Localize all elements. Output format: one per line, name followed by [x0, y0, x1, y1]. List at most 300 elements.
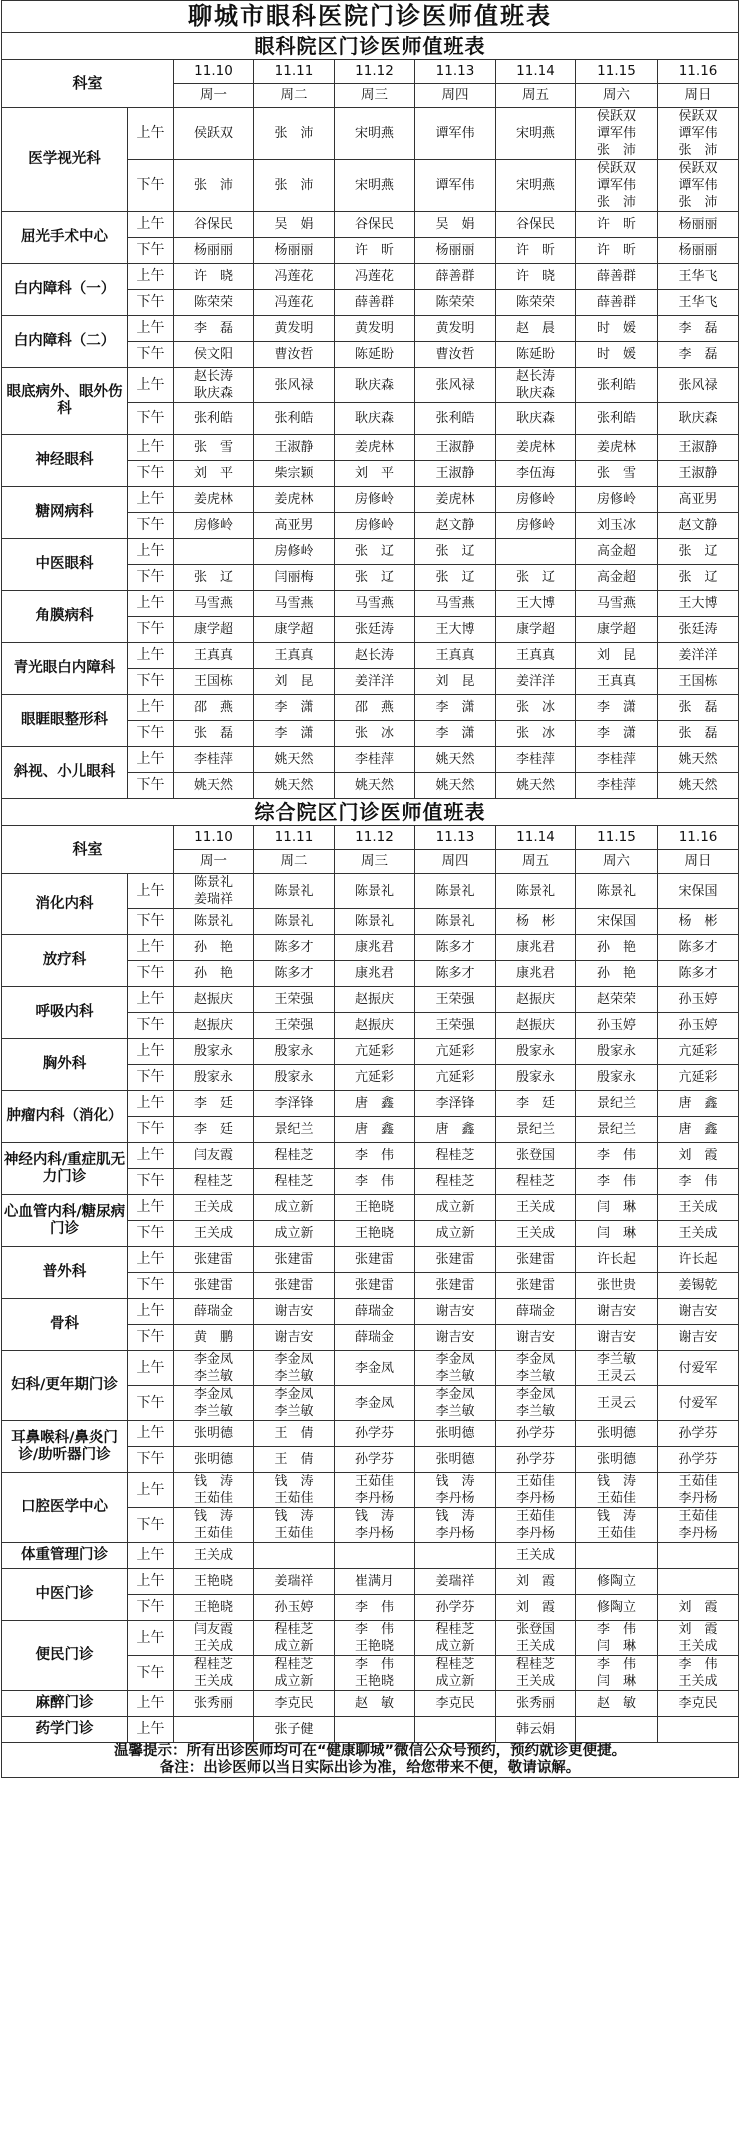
- date-header: 11.14: [496, 60, 576, 84]
- doctor-name: 姚天然: [515, 778, 555, 793]
- doctor-cell: [254, 1273, 335, 1299]
- table-row: [2, 1039, 739, 1065]
- session-label: 上午: [128, 487, 174, 513]
- doctor-cell: [335, 513, 415, 539]
- doctor-cell: [415, 368, 496, 403]
- doctor-name: 耿庆森: [515, 386, 555, 401]
- session-label: 下午: [128, 403, 174, 435]
- doctor-cell: [174, 874, 254, 909]
- doctor-cell: [658, 1508, 739, 1543]
- doctor-cell: [415, 1421, 496, 1447]
- doctor-name: 吴 娟: [435, 217, 475, 232]
- doctor-name: 时 媛: [596, 347, 636, 362]
- session-label: 上午: [128, 1195, 174, 1221]
- doctor-name: 李金凤: [435, 1387, 475, 1402]
- doctor-cell: [576, 643, 658, 669]
- doctor-cell: [415, 1325, 496, 1351]
- doctor-name: 李丹杨: [354, 1526, 394, 1541]
- doctor-cell: [254, 1569, 335, 1595]
- doctor-name: 柴宗颖: [274, 466, 314, 481]
- session-label: 下午: [128, 513, 174, 539]
- doctor-cell: [658, 721, 739, 747]
- doctor-name: 张建雷: [193, 1252, 233, 1267]
- doctor-cell: [335, 1543, 415, 1569]
- department-name-line: 斜视、小儿眼科: [13, 764, 116, 780]
- doctor-name: 高金超: [596, 544, 636, 559]
- doctor-name: 陈多才: [274, 966, 314, 981]
- doctor-cell: [658, 487, 739, 513]
- doctor-name: 宋保国: [596, 914, 636, 929]
- weekday-header: 周一: [174, 84, 254, 108]
- doctor-cell: [658, 212, 739, 238]
- doctor-name: 李 伟: [596, 1622, 636, 1637]
- date-header: 11.11: [254, 826, 335, 850]
- doctor-name: 吴 娟: [274, 217, 314, 232]
- doctor-cell: [174, 1195, 254, 1221]
- doctor-cell: [174, 1143, 254, 1169]
- doctor-name: 王茹佳: [193, 1526, 233, 1541]
- doctor-name: 赵振庆: [354, 992, 394, 1007]
- doctor-cell: [254, 539, 335, 565]
- doctor-name: 谭军伟: [435, 178, 475, 193]
- doctor-name: 许长起: [596, 1252, 636, 1267]
- doctor-name: 刘 霞: [515, 1574, 555, 1589]
- doctor-cell: [335, 1169, 415, 1195]
- doctor-cell: [496, 1543, 576, 1569]
- doctor-cell: [174, 773, 254, 799]
- doctor-name: 姜虎林: [435, 492, 475, 507]
- doctor-cell: [576, 1447, 658, 1473]
- doctor-cell: [576, 316, 658, 342]
- doctor-name: 李桂萍: [515, 752, 555, 767]
- doctor-cell: [254, 435, 335, 461]
- doctor-name: 侯跃双: [596, 161, 636, 176]
- department-name-line: （一）: [71, 281, 116, 297]
- doctor-cell: [496, 403, 576, 435]
- session-label: 上午: [128, 435, 174, 461]
- doctor-name: 姚天然: [274, 752, 314, 767]
- doctor-name: 康兆君: [354, 940, 394, 955]
- doctor-name: 李 伟: [354, 1657, 394, 1672]
- doctor-name: 李金凤: [193, 1387, 233, 1402]
- doctor-cell: [254, 643, 335, 669]
- doctor-name: 李金凤: [354, 1360, 394, 1376]
- doctor-name: 李兰敏: [435, 1369, 475, 1384]
- doctor-cell: [335, 1195, 415, 1221]
- doctor-cell: [174, 1117, 254, 1143]
- doctor-cell: [496, 643, 576, 669]
- doctor-cell: [254, 403, 335, 435]
- doctor-name: 张明德: [435, 1452, 475, 1467]
- doctor-cell: [415, 513, 496, 539]
- doctor-cell: [174, 565, 254, 591]
- department-name-line: 胸外科: [42, 1056, 87, 1072]
- session-label: 上午: [128, 264, 174, 290]
- doctor-cell: [496, 1656, 576, 1691]
- doctor-name: 王真真: [596, 674, 636, 689]
- doctor-name: 李 磊: [678, 347, 718, 362]
- doctor-cell: [658, 874, 739, 909]
- doctor-name: 陈荣荣: [515, 295, 555, 310]
- doctor-cell: [496, 513, 576, 539]
- footer-remark: 备注：出诊医师以当日实际出诊为准，给您带来不便，敬请谅解。: [159, 1760, 581, 1776]
- doctor-cell: [174, 935, 254, 961]
- department-name-line: 药学门诊: [35, 1721, 94, 1737]
- doctor-cell: [254, 1473, 335, 1508]
- table-row: [2, 368, 739, 403]
- doctor-cell: [415, 1299, 496, 1325]
- doctor-cell: [254, 1169, 335, 1195]
- doctor-name: 赵长涛: [515, 369, 555, 384]
- doctor-cell: [576, 1473, 658, 1508]
- doctor-cell: [415, 342, 496, 368]
- doctor-cell: [496, 1221, 576, 1247]
- date-header: 11.13: [415, 60, 496, 84]
- doctor-name: 李 伟: [678, 1174, 718, 1189]
- doctor-cell: [658, 1691, 739, 1717]
- doctor-name: 姜瑞祥: [193, 892, 233, 907]
- doctor-name: 李兰敏: [193, 1369, 233, 1384]
- date-header: 11.12: [335, 826, 415, 850]
- department-name: [2, 1569, 128, 1621]
- doctor-name: 李兰敏: [193, 1404, 233, 1419]
- doctor-cell: [576, 565, 658, 591]
- doctor-name: 谢吉安: [678, 1330, 718, 1345]
- doctor-cell: [576, 264, 658, 290]
- doctor-cell: [576, 1421, 658, 1447]
- doctor-name: 谭军伟: [678, 126, 718, 141]
- department-name: [2, 1091, 128, 1143]
- session-label: 下午: [128, 238, 174, 264]
- doctor-cell: [576, 591, 658, 617]
- doctor-cell: [415, 935, 496, 961]
- session-label: 下午: [128, 1595, 174, 1621]
- doctor-name: 王茹佳: [354, 1474, 394, 1489]
- doctor-name: 张利皓: [193, 411, 233, 426]
- doctor-name: 李丹杨: [435, 1526, 475, 1541]
- doctor-name: 李金凤: [193, 1352, 233, 1367]
- doctor-name: 李 伟: [596, 1657, 636, 1672]
- session-label: 上午: [128, 1421, 174, 1447]
- doctor-cell: [496, 935, 576, 961]
- doctor-cell: [174, 1717, 254, 1743]
- doctor-cell: [576, 1508, 658, 1543]
- doctor-cell: [335, 264, 415, 290]
- department-name-line: 耳鼻喉科/: [11, 1429, 75, 1446]
- doctor-name: 唐 鑫: [678, 1122, 718, 1137]
- doctor-cell: [658, 342, 739, 368]
- doctor-cell: [254, 773, 335, 799]
- doctor-cell: [415, 290, 496, 316]
- doctor-cell: [254, 238, 335, 264]
- session-label: 上午: [128, 108, 174, 160]
- department-name: [2, 1691, 128, 1717]
- doctor-name: 杨丽丽: [193, 243, 233, 258]
- doctor-name: 成立新: [435, 1200, 475, 1215]
- doctor-cell: [576, 108, 658, 160]
- doctor-name: 张 沛: [274, 178, 314, 193]
- doctor-name: 李 廷: [515, 1096, 555, 1111]
- doctor-name: 修陶立: [596, 1600, 636, 1615]
- doctor-cell: [415, 539, 496, 565]
- doctor-name: 李 廷: [193, 1122, 233, 1137]
- doctor-cell: [658, 539, 739, 565]
- department-name: [2, 316, 128, 368]
- doctor-name: 李桂萍: [354, 752, 394, 767]
- doctor-name: 成立新: [274, 1226, 314, 1241]
- doctor-name: 高亚男: [678, 492, 718, 507]
- department-name-line: 心血管内科/: [3, 1203, 82, 1220]
- session-label: 上午: [128, 695, 174, 721]
- doctor-cell: [658, 108, 739, 160]
- doctor-cell: [496, 565, 576, 591]
- doctor-cell: [496, 1473, 576, 1508]
- doctor-cell: [174, 1508, 254, 1543]
- doctor-cell: [174, 1039, 254, 1065]
- doctor-cell: [335, 1247, 415, 1273]
- doctor-cell: [254, 368, 335, 403]
- doctor-name: 王淑静: [435, 466, 475, 481]
- doctor-cell: [415, 773, 496, 799]
- doctor-cell: [576, 238, 658, 264]
- session-label: 下午: [128, 342, 174, 368]
- doctor-name: 钱 涛: [596, 1509, 636, 1524]
- doctor-name: 谷保民: [193, 217, 233, 232]
- doctor-name: 房修岭: [596, 492, 636, 507]
- date-header: 11.16: [658, 60, 739, 84]
- doctor-name: 薛瑞金: [515, 1304, 555, 1319]
- doctor-name: 王关成: [193, 1674, 233, 1689]
- doctor-name: 耿庆森: [678, 411, 718, 426]
- session-label: 上午: [128, 935, 174, 961]
- doctor-cell: [658, 1195, 739, 1221]
- doctor-name: 李丹杨: [515, 1491, 555, 1506]
- doctor-name: 程桂芝: [274, 1148, 314, 1163]
- doctor-cell: [335, 1143, 415, 1169]
- doctor-cell: [174, 961, 254, 987]
- doctor-cell: [335, 290, 415, 316]
- doctor-cell: [658, 643, 739, 669]
- doctor-name: 李丹杨: [354, 1491, 394, 1506]
- doctor-name: 张廷涛: [678, 622, 718, 637]
- doctor-name: 张利皓: [274, 411, 314, 426]
- doctor-name: 景纪兰: [515, 1122, 555, 1137]
- doctor-cell: [576, 290, 658, 316]
- doctor-name: 张 辽: [435, 544, 475, 559]
- doctor-name: 康兆君: [515, 966, 555, 981]
- doctor-cell: [335, 1717, 415, 1743]
- doctor-name: 侯跃双: [678, 161, 718, 176]
- doctor-name: 赵 敏: [596, 1696, 636, 1711]
- doctor-cell: [658, 935, 739, 961]
- doctor-cell: [335, 1621, 415, 1656]
- doctor-cell: [576, 1717, 658, 1743]
- doctor-name: 房修岭: [274, 544, 314, 559]
- doctor-cell: [496, 721, 576, 747]
- session-label: 上午: [128, 1621, 174, 1656]
- doctor-cell: [415, 591, 496, 617]
- doctor-cell: [658, 1386, 739, 1421]
- doctor-name: 张 磊: [678, 726, 718, 741]
- doctor-cell: [658, 1717, 739, 1743]
- doctor-cell: [415, 961, 496, 987]
- doctor-cell: [254, 721, 335, 747]
- doctor-name: 张 磊: [193, 726, 233, 741]
- doctor-cell: [576, 487, 658, 513]
- department-name-line: 青光眼白内障科: [13, 660, 116, 676]
- doctor-cell: [335, 1117, 415, 1143]
- doctor-name: 康学超: [193, 622, 233, 637]
- doctor-cell: [415, 721, 496, 747]
- doctor-cell: [496, 1717, 576, 1743]
- doctor-name: 王大博: [678, 596, 718, 611]
- doctor-name: 康兆君: [515, 940, 555, 955]
- doctor-name: 亢延彩: [354, 1070, 394, 1085]
- doctor-cell: [174, 212, 254, 238]
- doctor-cell: [254, 316, 335, 342]
- table-row: [2, 874, 739, 909]
- department-name: [2, 487, 128, 539]
- doctor-cell: [174, 1656, 254, 1691]
- doctor-name: 王淑静: [274, 440, 314, 455]
- doctor-name: 成立新: [435, 1639, 475, 1654]
- doctor-name: 许长起: [678, 1252, 718, 1267]
- doctor-name: 赵长涛: [354, 648, 394, 663]
- doctor-name: 姚天然: [274, 778, 314, 793]
- doctor-cell: [254, 290, 335, 316]
- weekday-header: 周六: [576, 84, 658, 108]
- doctor-name: 孙 艳: [596, 966, 636, 981]
- doctor-cell: [658, 961, 739, 987]
- doctor-name: 殷家永: [193, 1070, 233, 1085]
- doctor-cell: [658, 1351, 739, 1386]
- doctor-name: 陈多才: [678, 940, 718, 955]
- table-row: [2, 1247, 739, 1273]
- doctor-name: 薛善群: [435, 269, 475, 284]
- doctor-name: 曹汝哲: [274, 347, 314, 362]
- department-name-line: 神经内科/: [3, 1151, 68, 1168]
- session-label: 下午: [128, 1013, 174, 1039]
- doctor-name: 张世贵: [596, 1278, 636, 1293]
- doctor-name: 景纪兰: [596, 1096, 636, 1111]
- doctor-name: 亢延彩: [354, 1044, 394, 1059]
- doctor-name: 王艳晓: [354, 1226, 394, 1241]
- doctor-name: 李 潇: [596, 726, 636, 741]
- doctor-name: 康学超: [596, 622, 636, 637]
- doctor-cell: [496, 909, 576, 935]
- doctor-name: 张 冰: [354, 726, 394, 741]
- session-label: 下午: [128, 773, 174, 799]
- doctor-cell: [335, 1325, 415, 1351]
- doctor-cell: [415, 1351, 496, 1386]
- doctor-name: 张登国: [515, 1148, 555, 1163]
- doctor-cell: [496, 1039, 576, 1065]
- doctor-name: 许 昕: [596, 217, 636, 232]
- doctor-name: 高亚男: [274, 518, 314, 533]
- doctor-name: 殷家永: [274, 1070, 314, 1085]
- doctor-cell: [415, 1065, 496, 1091]
- doctor-name: 宋明燕: [515, 178, 555, 193]
- doctor-name: 张 冰: [515, 726, 555, 741]
- doctor-cell: [174, 695, 254, 721]
- doctor-cell: [496, 368, 576, 403]
- doctor-cell: [335, 987, 415, 1013]
- doctor-cell: [415, 1621, 496, 1656]
- doctor-name: 李金凤: [515, 1352, 555, 1367]
- doctor-name: 孙学芬: [435, 1600, 475, 1615]
- doctor-name: 王茹佳: [515, 1509, 555, 1524]
- department-name: [2, 212, 128, 264]
- doctor-cell: [415, 669, 496, 695]
- doctor-name: 耿庆森: [193, 386, 233, 401]
- doctor-name: 李 潇: [435, 700, 475, 715]
- session-label: 下午: [128, 290, 174, 316]
- doctor-name: 刘 霞: [678, 1622, 718, 1637]
- doctor-name: 陈景礼: [274, 914, 314, 929]
- doctor-name: 王艳晓: [354, 1639, 394, 1654]
- doctor-cell: [496, 591, 576, 617]
- doctor-cell: [496, 1421, 576, 1447]
- doctor-cell: [335, 643, 415, 669]
- doctor-name: 王真真: [274, 648, 314, 663]
- doctor-cell: [415, 1117, 496, 1143]
- doctor-name: 程桂芝: [515, 1174, 555, 1189]
- doctor-cell: [254, 1621, 335, 1656]
- doctor-name: 殷家永: [596, 1070, 636, 1085]
- doctor-cell: [496, 1117, 576, 1143]
- doctor-cell: [658, 1421, 739, 1447]
- doctor-cell: [576, 1169, 658, 1195]
- doctor-name: 王茹佳: [193, 1491, 233, 1506]
- doctor-cell: [254, 108, 335, 160]
- table-row: [2, 539, 739, 565]
- session-label: 下午: [128, 721, 174, 747]
- page-title: 聊城市眼科医院门诊医师值班表: [2, 1, 739, 33]
- session-label: 下午: [128, 909, 174, 935]
- doctor-name: 殷家永: [274, 1044, 314, 1059]
- doctor-name: 王关成: [515, 1226, 555, 1241]
- doctor-name: 王艳晓: [193, 1574, 233, 1589]
- doctor-name: 侯跃双: [596, 109, 636, 124]
- doctor-cell: [496, 1247, 576, 1273]
- doctor-cell: [174, 643, 254, 669]
- doctor-cell: [335, 403, 415, 435]
- doctor-name: 李金凤: [274, 1387, 314, 1402]
- doctor-name: 张建雷: [354, 1252, 394, 1267]
- department-name-line: 体重管理门诊: [21, 1547, 108, 1563]
- doctor-name: 姜虎林: [354, 440, 394, 455]
- doctor-name: 杨 彬: [515, 914, 555, 929]
- department-name-line: 消化内科: [35, 895, 94, 912]
- doctor-name: 耿庆森: [354, 411, 394, 426]
- doctor-name: 张 雪: [193, 440, 233, 455]
- doctor-cell: [174, 987, 254, 1013]
- doctor-cell: [576, 909, 658, 935]
- doctor-name: 康兆君: [354, 966, 394, 981]
- doctor-name: 程桂芝: [274, 1622, 314, 1637]
- doctor-cell: [658, 1169, 739, 1195]
- doctor-cell: [335, 565, 415, 591]
- doctor-cell: [335, 874, 415, 909]
- doctor-cell: [415, 1386, 496, 1421]
- table-row: [2, 435, 739, 461]
- doctor-cell: [415, 461, 496, 487]
- doctor-cell: [576, 874, 658, 909]
- department-name: [2, 695, 128, 747]
- doctor-name: 程桂芝: [435, 1622, 475, 1637]
- department-name-line: 放疗科: [42, 952, 87, 968]
- doctor-cell: [174, 403, 254, 435]
